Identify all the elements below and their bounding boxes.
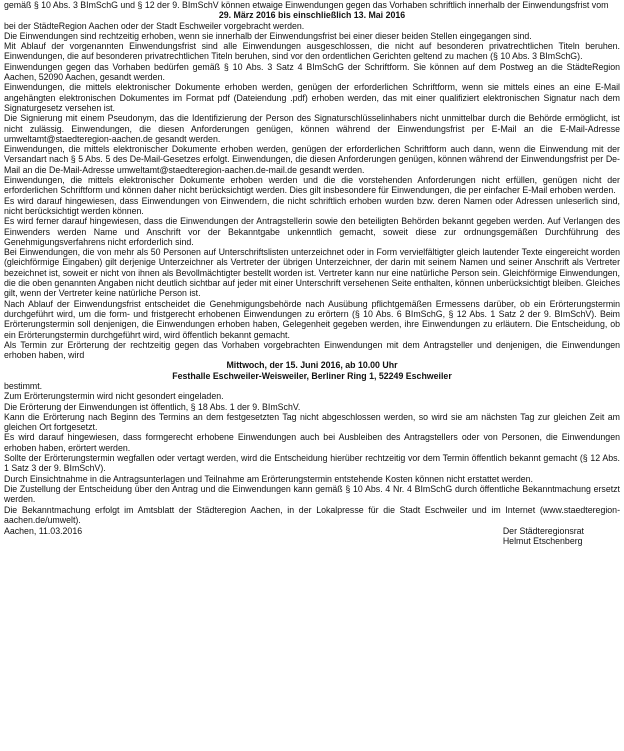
paragraph: Bei Einwendungen, die von mehr als 50 Personen auf Unterschriftslisten unterzeichnet oder in Form vervielfältigter gleich lautender Texte eingereicht worden (gleichförmige Eingaben) gilt derjenige Unterzeichner als Vertreter der übrigen Unterzeichner, der darin mit seinem Namen und seiner Anschrift als Vertreter bezeichnet ist, soweit er nicht von ihnen als Bevollmächtigter bestellt worden ist. Vertreter kann nur eine natürliche Person sein. Gleichförmige Einwendungen, die die oben genannten Angaben nicht deutlich sichtbar auf jeder mit einer Unterschrift versehenen Seite enthalten, können unberücksichtigt bleiben. Gleiches gilt, wenn der Vertreter keine natürliche Person ist. [4, 247, 620, 299]
hearing-venue-heading: Festhalle Eschweiler-Weisweiler, Berliner Ring 1, 52249 Eschweiler [172, 370, 452, 381]
signature-block [4, 526, 620, 547]
signatory [503, 526, 584, 547]
paragraph: Nach Ablauf der Einwendungsfrist entscheidet die Genehmigungsbehörde nach Ausübung pflichtgemäßen Ermessens darüber, ob ein Erörterungstermin durchgeführt wird, um die form- und fristgerecht erhobenen Einwendungen zu erörtern (§ 10 Abs. 6 BImSchG, § 12 Abs. 1 Satz 2 der 9. BImSchV). Beim Erörterungstermin soll denjenigen, die Einwendungen erhoben haben, Gelegenheit gegeben werden, ihre Einwendungen zu erläutern. Die Entscheidung, ob ein Erörterungstermin durchgeführt wird, wird öffentlich bekannt gemacht. [4, 298, 620, 340]
paragraph: Einwendungen, die mittels elektronischer Dokumente erhoben werden und die die vorstehenden Anforderungen nicht erfüllen, genügen nicht der erforderlichen Schriftform und können daher nicht berücksichtigt werden. Dies gilt insbesondere für Einwendungen, die per einfacher E-Mail erhoben werden. [4, 175, 620, 196]
signatory-name: Helmut Etschenberg [502, 536, 583, 547]
paragraph: Mit Ablauf der vorgenannten Einwendungsfrist sind alle Einwendungen ausgeschlossen, die nicht auf besonderen privatrechtlichen Titeln beruhen. Einwendungen, die auf besonderen privatrechtlichen Titeln beruhen, sind vor den ordentlichen Gerichten geltend zu machen (§ 10 Abs. 3 BImSchG). [4, 41, 620, 62]
paragraph: bestimmt. [4, 380, 43, 391]
paragraph: Es wird darauf hingewiesen, dass Einwendungen von Einwendern, die nicht schriftlich erhoben wurden bzw. deren Namen oder Adressen unleserlich sind, nicht berücksichtigt werden können. [4, 195, 620, 216]
paragraph: Einwendungen, die mittels elektronischer Dokumente erhoben werden, genügen der erforderlichen Schriftform, wenn sie mittels eines an eine E-Mail angehängten elektronischen Dokumentes im Format pdf (Dateiendung .pdf) erhoben werden, das mit einer qualifiziert elektronischen Signatur nach dem Signaturgesetz versehen ist. [4, 82, 620, 113]
paragraph: Sollte der Erörterungstermin wegfallen oder vertagt werden, wird die Entscheidung hierüber rechtzeitig vor dem Termin öffentlich bekannt gemacht (§ 12 Abs. 1 Satz 3 der 9. BImSchV). [4, 453, 620, 474]
paragraph: Es wird darauf hingewiesen, dass formgerecht erhobene Einwendungen auch bei Ausbleiben des Antragstellers oder von Personen, die Einwendungen erhoben haben, erörtert werden. [4, 432, 620, 453]
place-date: Aachen, 11.03.2016 [4, 526, 83, 537]
paragraph: Es wird ferner darauf hingewiesen, dass die Einwendungen der Antragstellerin sowie den beteiligten Behörden bekannt gegeben werden. Auf Verlangen des Einwenders werden Name und Anschrift vor der Bekanntgabe unkenntlich gemacht, soweit diese zur ordnungsgemäßen Durchführung des Genehmigungsverfahrens nicht erforderlich sind. [4, 216, 620, 247]
paragraph: bei der StädteRegion Aachen oder der Stadt Eschweiler vorgebracht werden. [4, 20, 305, 31]
paragraph: Die Erörterung der Einwendungen ist öffentlich, § 18 Abs. 1 der 9. BImSchV. [4, 401, 301, 412]
paragraph: Die Zustellung der Entscheidung über den Antrag und die Einwendungen kann gemäß § 10 Abs. 4 Nr. 4 BImSchG durch öffentliche Bekanntmachung ersetzt werden. [4, 483, 620, 505]
paragraph: Kann die Erörterung nach Beginn des Termins an dem festgesetzten Tag nicht abgeschlossen werden, so wird sie am nächsten Tag zur gleichen Zeit am gleichen Ort fortgesetzt. [4, 411, 620, 433]
period-heading: 29. März 2016 bis einschließlich 13. Mai 2016 [218, 10, 406, 21]
paragraph: Die Bekanntmachung erfolgt im Amtsblatt der Städteregion Aachen, in der Lokalpresse für die Stadt Eschweiler und im Internet (www.staedteregion-aachen.de/umwelt). [4, 504, 620, 525]
paragraph: Die Einwendungen sind rechtzeitig erhoben, wenn sie innerhalb der Einwendungsfrist bei einer dieser beiden Stellen eingegangen sind. [4, 30, 532, 41]
paragraph: Die Signierung mit einem Pseudonym, das die Identifizierung der Person des Signaturschlüsselinhabers nicht unmittelbar durch die Behörde ermöglicht, ist nicht zulässig. Einwendungen, die diesen Anforderungen genügen, können während der Einwendungsfrist per E-Mail an die E-Mail-Adresse umweltamt@staedteregion-aachen.de gesandt werden. [4, 113, 620, 144]
paragraph: Zum Erörterungstermin wird nicht gesondert eingeladen. [4, 391, 224, 402]
paragraph-intro: gemäß § 10 Abs. 3 BImSchG und § 12 der 9. BImSchV können etwaige Einwendungen gegen das Vorhaben schriftlich innerhalb der Einwendungsfrist vom [4, 0, 609, 10]
paragraph: Einwendungen, die mittels elektronischer Dokumente erhoben werden, genügen der erforderlichen Schriftform auch dann, wenn die Einwendung mit der Versandart nach § 5 Abs. 5 des De-Mail-Gesetzes erfolgt. Einwendungen, die diesen Anforderungen genügen, können während der Einwendungsfrist per De-Mail an die De-Mail-Adresse umweltamt@staedteregion-aachen.de-mail.de gesandt werden. [4, 144, 620, 175]
paragraph: Als Termin zur Erörterung der rechtzeitig gegen das Vorhaben vorgebrachten Einwendungen mit dem Antragsteller und denjenigen, die Einwendungen erhoben haben, wird [4, 339, 620, 361]
paragraph: Durch Einsichtnahme in die Antragsunterlagen und Teilnahme am Erörterungstermin entstehende Kosten können nicht erstattet werden. [4, 473, 533, 484]
signatory-office: Der Städteregionsrat [502, 526, 584, 537]
paragraph: Einwendungen gegen das Vorhaben bedürfen gemäß § 10 Abs. 3 Satz 4 BImSchG der Schriftform. Sie können auf dem Postweg an die StädteRegion Aachen, 52090 Aachen, gesandt werden. [4, 61, 620, 83]
hearing-date-heading: Mittwoch, der 15. Juni 2016, ab 10.00 Uhr [226, 360, 398, 371]
